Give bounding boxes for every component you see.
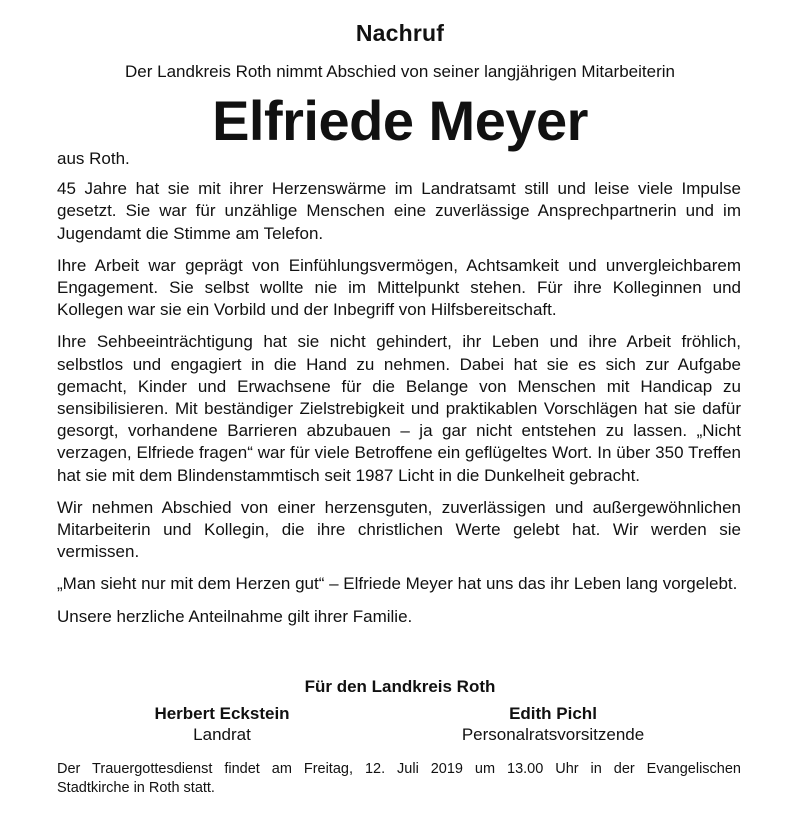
paragraph-quote: „Man sieht nur mit dem Herzen gut“ – Elfriede Meyer hat uns das ihr Leben lang vorgelebt. [57, 574, 738, 594]
service-info-line: Der Trauergottesdienst findet am Freitag, 12. Juli 2019 um 13.00 Uhr in der Evangelischen [57, 761, 741, 777]
origin-line: aus Roth. [57, 149, 130, 168]
paragraph-farewell: Wir nehmen Abschied von einer herzensguten, zuverlässigen und außergewöhnlichen Mitarbeiterin und Kollegin, die ihre christlichen Werte gelebt hat. Wir werden sie vermissen. [57, 497, 741, 562]
notice-body [57, 148, 741, 638]
signer-block [423, 703, 683, 745]
paragraph-engagement: Ihre Sehbeeinträchtigung hat sie nicht gehindert, ihr Leben und ihre Arbeit fröhlich, selbstlos und engagiert in die Hand zu nehmen. Dabei hat sie es sich zur Aufgabe gemacht, Kinder und Erwachsene für die Belange von Menschen mit Handicap zu sensibilisieren. Mit beständiger Zielstrebigkeit und praktikablen Vorschlägen hat sie dafür gesorgt, vorhandene Barrieren abzubauen – ja gar nicht entstehen zu lassen. „Nicht verzagen, Elfriede fragen“ war für viele Betroffene ein geflügeltes Wort. In über 350 Treffen hat sie mit dem Blindenstammtisch seit 1987 Licht in die Dunkelheit gebracht. [57, 332, 741, 485]
notice-heading: Nachruf [355, 20, 445, 46]
intro-line: Der Landkreis Roth nimmt Abschied von seiner langjährigen Mitarbeiterin [125, 62, 675, 81]
paragraph-condolence: Unsere herzliche Anteilnahme gilt ihrer Familie. [57, 606, 413, 626]
signer-name: Herbert Eckstein [154, 704, 290, 723]
signer-block [92, 703, 352, 745]
paragraph-character: Ihre Arbeit war geprägt von Einfühlungsvermögen, Achtsamkeit und unvergleichbarem Engagement. Sie selbst wollte nie im Mittelpunkt stehen. Für ihre Kolleginnen und Kollegen war sie ein Vorbild und der Inbegriff von Hilfsbereitschaft. [57, 255, 741, 320]
signature-title: Für den Landkreis Roth [304, 677, 496, 696]
service-info-line: Stadtkirche in Roth statt. [57, 780, 215, 796]
signer-role: Personalratsvorsitzende [461, 725, 645, 744]
service-info [57, 760, 741, 798]
paragraph-work-years: 45 Jahre hat sie mit ihrer Herzenswärme im Landratsamt still und leise viele Impulse gesetzt. Sie war für unzählige Menschen eine zuverlässige Ansprechpartnerin und im Jugendamt die Stimme am Telefon. [57, 179, 741, 243]
signer-role: Landrat [193, 725, 251, 744]
deceased-name: Elfriede Meyer [212, 89, 588, 152]
signer-name: Edith Pichl [509, 704, 597, 723]
